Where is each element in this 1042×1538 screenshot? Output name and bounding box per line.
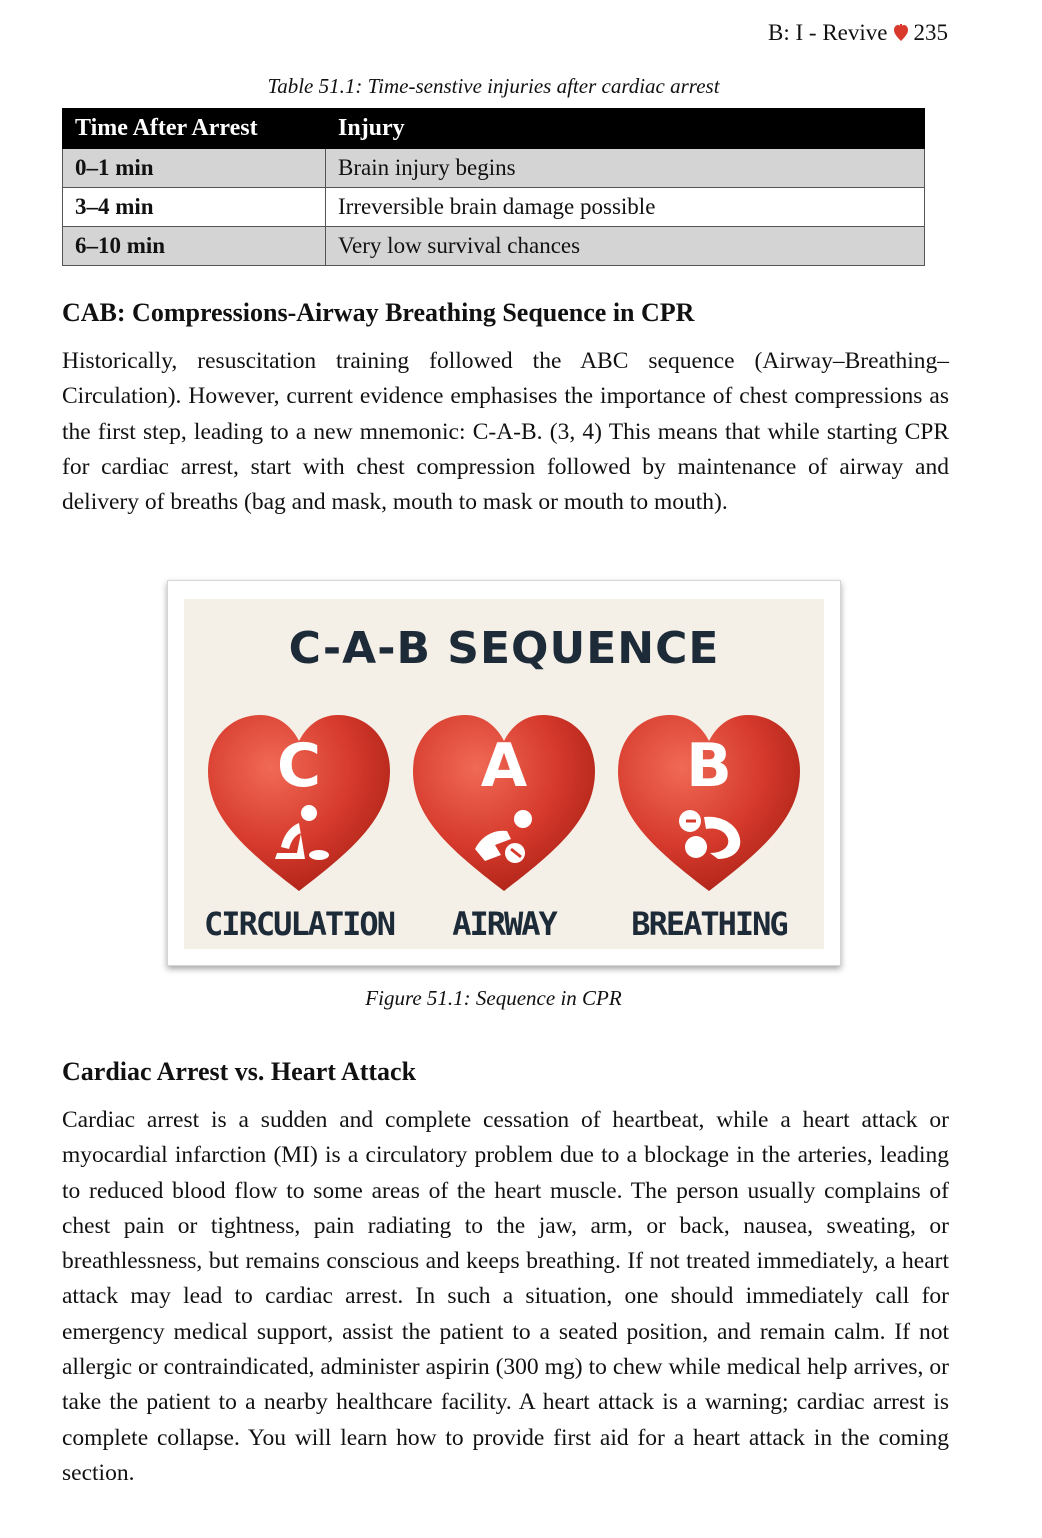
heart-letter-a: A — [480, 731, 528, 801]
heart-letter-c: C — [276, 731, 322, 801]
rescue-breath-icon — [674, 807, 746, 865]
table-caption: Table 51.1: Time-senstive injuries after cardiac arrest — [267, 74, 720, 98]
table-row — [63, 227, 925, 266]
injury-cell: Irreversible brain damage possible — [326, 188, 925, 227]
heart-label-circulation: CIRCULATION — [204, 905, 394, 943]
airway-icon — [471, 809, 539, 865]
chest-compression-icon — [269, 805, 331, 863]
page-number: 235 — [913, 20, 948, 45]
heart-icon — [894, 24, 908, 42]
section-heading-arrest-vs-attack: Cardiac Arrest vs. Heart Attack — [62, 1057, 417, 1086]
table-row — [63, 188, 925, 227]
time-cell: 6–10 min — [63, 227, 326, 266]
figure-title: C-A-B SEQUENCE — [288, 623, 720, 674]
figure-panel — [184, 599, 824, 949]
time-cell: 3–4 min — [63, 188, 326, 227]
running-title: B: I - Revive — [768, 20, 888, 45]
circulation-item — [204, 709, 394, 943]
cab-sequence-figure — [167, 580, 841, 966]
injury-cell: Brain injury begins — [326, 149, 925, 188]
section-paragraph-cab: Historically, resuscitation training followed the ABC sequence (Airway–Breathing–Circulation). However, current evidence emphasises the importance of chest compressions as the first step, leading to a new mnemonic: C-A-B. (3, 4) This means that while starting CPR for cardiac arrest, start with chest compression followed by maintenance of airway and delivery of breaths (bag and mask, mouth to mask or mouth to mouth). — [62, 348, 949, 516]
breathing-item — [614, 709, 804, 943]
table-header-row — [63, 109, 925, 149]
figure-caption: Figure 51.1: Sequence in CPR — [365, 986, 622, 1010]
column-header-time: Time After Arrest — [63, 109, 326, 149]
heart-label-breathing: BREATHING — [631, 905, 787, 943]
heart-label-airway: AIRWAY — [452, 905, 556, 943]
airway-item — [409, 709, 599, 943]
column-header-injury: Injury — [326, 109, 925, 149]
section-heading-cab: CAB: Compressions-Airway Breathing Sequence in CPR — [62, 298, 695, 327]
injury-table — [62, 108, 925, 266]
time-cell: 0–1 min — [63, 149, 326, 188]
heart-letter-b: B — [686, 731, 732, 801]
section-paragraph-arrest-vs-attack: Cardiac arrest is a sudden and complete cessation of heartbeat, while a heart attack or myocardial infarction (MI) is a circulatory problem due to a blockage in the arteries, leading to reduced blood flow to some areas of the heart muscle. The person usually complains of chest pain or tightness, pain radiating to the jaw, arm, or back, nausea, sweating, or breathlessness, but remains conscious and keeps breathing. If not treated immediately, a heart attack may lead to cardiac arrest. In such a situation, one should immediately call for emergency medical support, assist the patient to a seated position, and remain calm. If not allergic or contraindicated, administer aspirin (300 mg) to chew while medical help arrives, or take the patient to a nearby healthcare facility. A heart attack is a warning; cardiac arrest is complete collapse. You will learn how to provide first aid for a heart attack in the coming section. — [62, 1107, 949, 1486]
table-row — [63, 149, 925, 188]
running-header — [768, 20, 948, 46]
injury-cell: Very low survival chances — [326, 227, 925, 266]
